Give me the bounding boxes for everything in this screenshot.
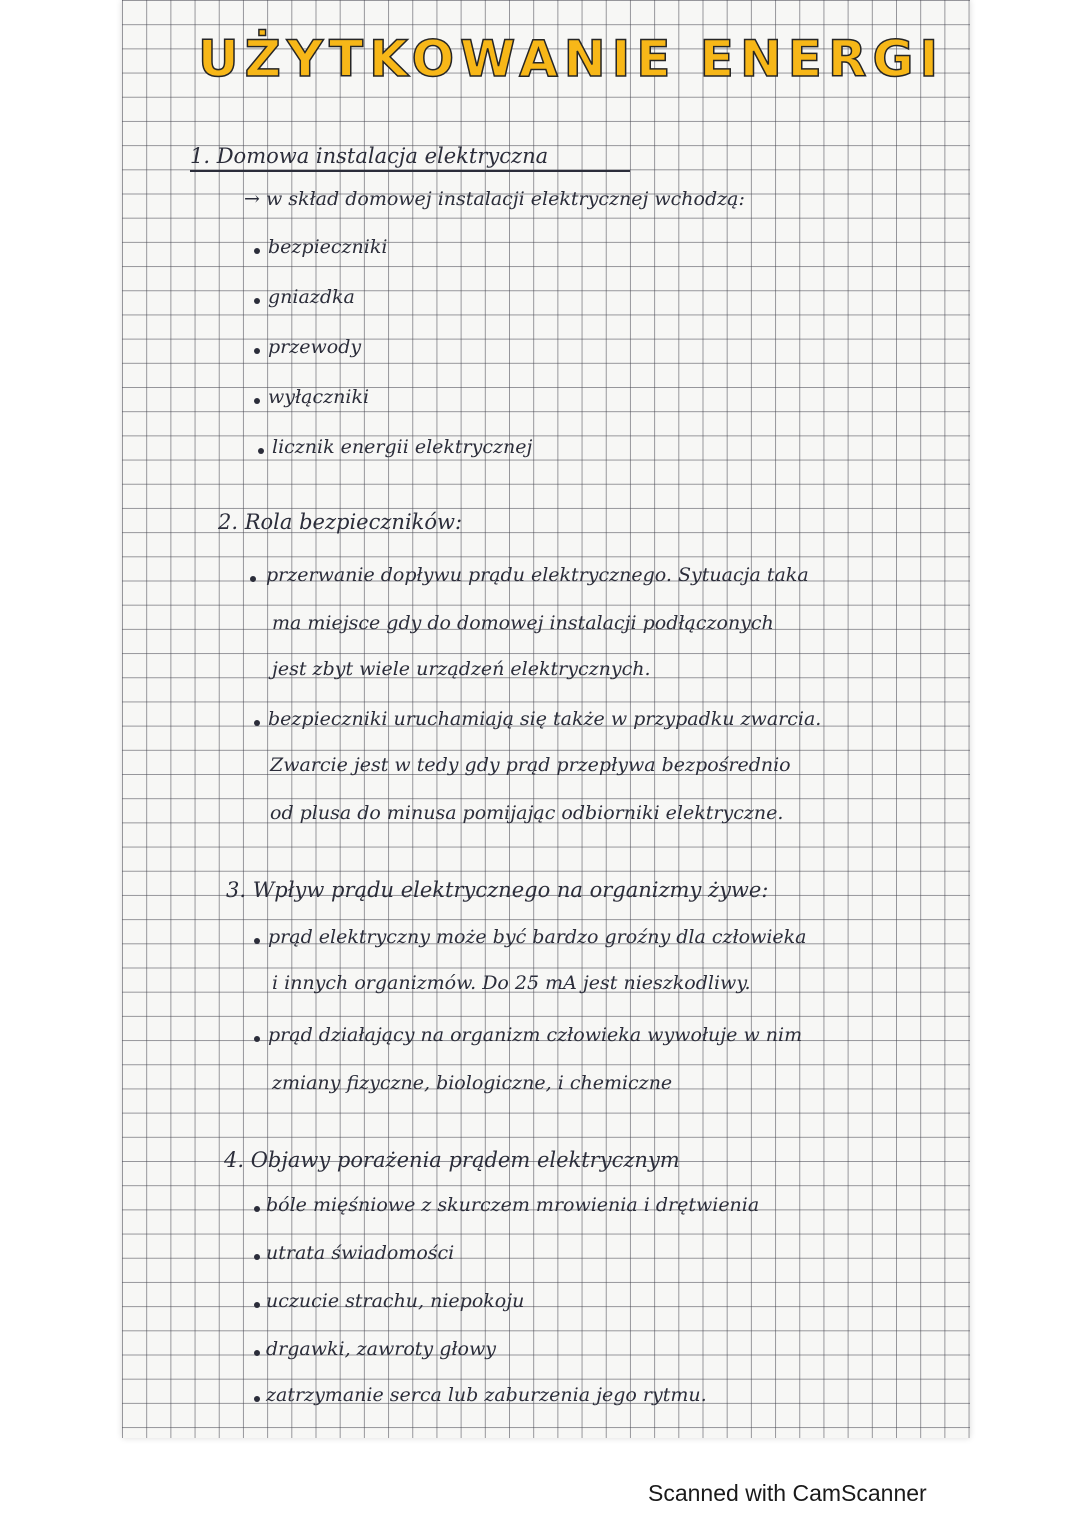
bullet-dot	[258, 448, 264, 454]
section-1-heading: 1. Domowa instalacja elektryczna	[190, 144, 549, 168]
bullet-dot	[254, 938, 260, 944]
bullet-dot	[254, 1350, 260, 1356]
bullet-dot	[254, 720, 260, 726]
list-item: wyłączniki	[268, 386, 370, 408]
paragraph-line: i innych organizmów. Do 25 mA jest nieszkodliwy.	[272, 972, 751, 994]
paragraph-line: przerwanie dopływu prądu elektrycznego. Sytuacja taka	[266, 564, 809, 586]
scanner-watermark: Scanned with CamScanner	[648, 1480, 927, 1506]
paragraph-line: prąd elektryczny może być bardzo groźny dla człowieka	[268, 926, 807, 948]
section-2-heading: 2. Rola bezpieczników:	[218, 510, 463, 534]
paragraph-line: ma miejsce gdy do domowej instalacji podłączonych	[272, 612, 774, 634]
paragraph-line: bezpieczniki uruchamiają się także w przypadku zwarcia.	[268, 708, 822, 730]
paragraph-line: od plusa do minusa pomijając odbiorniki elektryczne.	[270, 802, 784, 824]
page-title: UŻYTKOWANIE ENERGI	[198, 30, 945, 88]
list-item: licznik energii elektrycznej	[272, 436, 533, 458]
list-item: przewody	[268, 336, 362, 358]
bullet-dot	[254, 1206, 260, 1212]
list-item: drgawki, zawroty głowy	[266, 1338, 496, 1360]
paragraph-line: jest zbyt wiele urządzeń elektrycznych.	[272, 658, 651, 680]
bullet-dot	[254, 1396, 260, 1402]
section-3-heading: 3. Wpływ prądu elektrycznego na organizmy żywe:	[226, 878, 769, 902]
bullet-dot	[250, 576, 256, 582]
paragraph-line: prąd działający na organizm człowieka wywołuje w nim	[268, 1024, 803, 1046]
list-item: bezpieczniki	[268, 236, 388, 258]
list-item: bóle mięśniowe z skurczem mrowienia i drętwienia	[266, 1194, 760, 1216]
page-margin	[0, 0, 122, 1528]
bullet-dot	[254, 298, 260, 304]
list-item: utrata świadomości	[266, 1242, 455, 1264]
section-1-underline	[190, 170, 630, 172]
list-item: gniazdka	[268, 286, 355, 308]
bullet-dot	[254, 348, 260, 354]
bullet-dot	[254, 248, 260, 254]
list-item: zatrzymanie serca lub zaburzenia jego rytmu.	[266, 1384, 707, 1406]
section-1-intro: → w skład domowej instalacji elektrycznej wchodzą:	[244, 188, 745, 210]
list-item: uczucie strachu, niepokoju	[266, 1290, 525, 1312]
paragraph-line: zmiany fizyczne, biologiczne, i chemiczne	[272, 1072, 673, 1094]
bullet-dot	[254, 398, 260, 404]
section-4-heading: 4. Objawy porażenia prądem elektrycznym	[224, 1148, 680, 1172]
bullet-dot	[254, 1036, 260, 1042]
bullet-dot	[254, 1302, 260, 1308]
paragraph-line: Zwarcie jest w tedy gdy prąd przepływa bezpośrednio	[270, 754, 791, 776]
bullet-dot	[254, 1254, 260, 1260]
